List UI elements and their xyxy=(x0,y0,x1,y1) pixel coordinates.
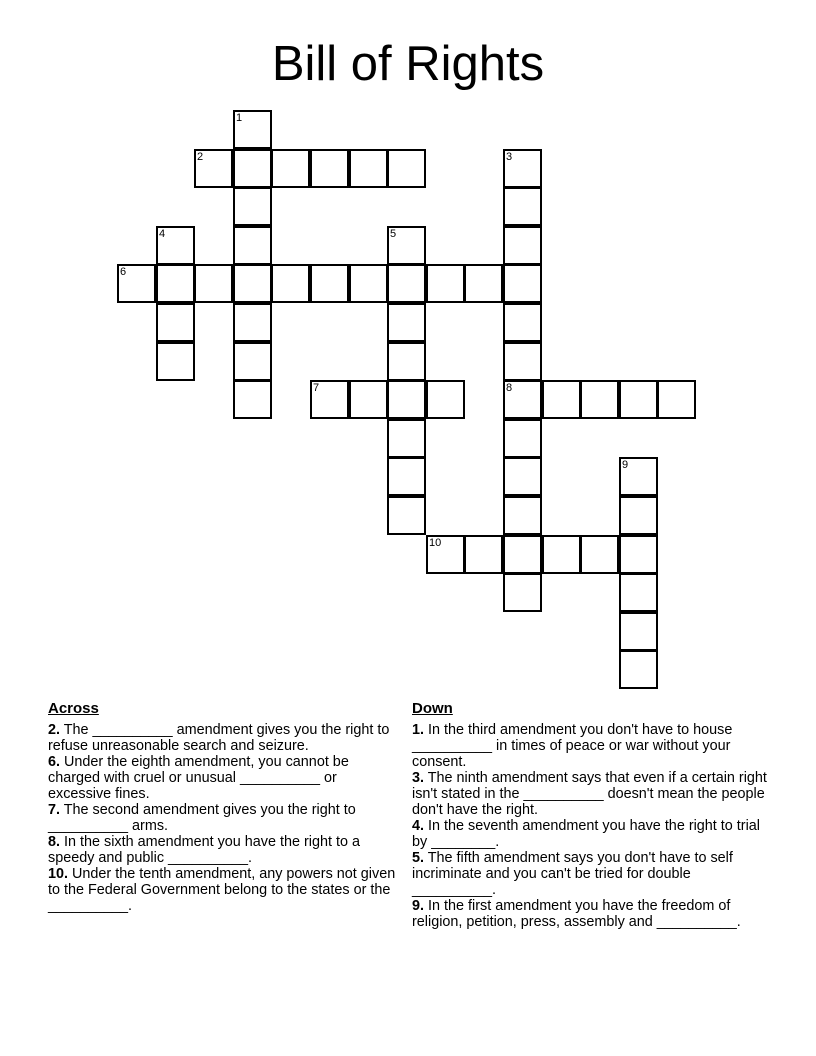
clue-number: 9. xyxy=(412,898,425,914)
clue-text: In the third amendment you don't have to house __________ in times of peace or war without your consent. xyxy=(412,722,733,770)
grid-cell[interactable] xyxy=(233,149,272,188)
clue-text: In the first amendment you have the freedom of religion, petition, press, assembly and __________. xyxy=(412,898,741,930)
grid-cell[interactable] xyxy=(156,342,195,381)
clue-number: 7. xyxy=(48,802,61,818)
grid-cell[interactable] xyxy=(464,264,503,303)
clue-text: The __________ amendment gives you the right to refuse unreasonable search and seizure. xyxy=(48,722,390,754)
grid-cell[interactable] xyxy=(194,264,233,303)
grid-cell[interactable] xyxy=(426,535,465,574)
grid-cell[interactable] xyxy=(542,380,581,419)
grid-cell[interactable] xyxy=(387,342,426,381)
grid-cell[interactable] xyxy=(233,303,272,342)
grid-cell[interactable] xyxy=(156,226,195,265)
grid-cell[interactable] xyxy=(233,380,272,419)
clue-number-label: 9 xyxy=(622,459,629,471)
grid-cell[interactable] xyxy=(464,535,503,574)
clue-text: In the sixth amendment you have the right to a speedy and public __________. xyxy=(48,834,360,866)
grid-cell[interactable] xyxy=(156,264,195,303)
grid-cell[interactable] xyxy=(503,303,542,342)
grid-cell[interactable] xyxy=(271,149,310,188)
clue-number-label: 3 xyxy=(506,151,513,163)
grid-cell[interactable] xyxy=(310,380,349,419)
across-clue xyxy=(48,802,400,834)
clue-number-label: 2 xyxy=(197,151,204,163)
grid-cell[interactable] xyxy=(503,457,542,496)
grid-cell[interactable] xyxy=(387,457,426,496)
grid-cell[interactable] xyxy=(619,535,658,574)
across-heading: Across xyxy=(48,700,99,717)
clue-number: 8. xyxy=(48,834,61,850)
down-clue xyxy=(412,722,772,770)
grid-cell[interactable] xyxy=(387,380,426,419)
grid-cell[interactable] xyxy=(233,342,272,381)
grid-cell[interactable] xyxy=(503,496,542,535)
grid-cell[interactable] xyxy=(310,149,349,188)
grid-cell[interactable] xyxy=(503,380,542,419)
grid-cell[interactable] xyxy=(503,419,542,458)
clue-text: The ninth amendment says that even if a certain right isn't stated in the __________ doesn't mean the people don't have the right. xyxy=(412,770,767,818)
grid-cell[interactable] xyxy=(619,650,658,689)
clue-text: The fifth amendment says you don't have to self incriminate and you can't be tried for double __________. xyxy=(412,850,733,898)
clue-text: Under the tenth amendment, any powers not given to the Federal Government belong to the states or the __________. xyxy=(48,866,396,914)
grid-cell[interactable] xyxy=(619,380,658,419)
grid-cell[interactable] xyxy=(503,264,542,303)
grid-cell[interactable] xyxy=(657,380,696,419)
grid-cell[interactable] xyxy=(580,535,619,574)
grid-cell[interactable] xyxy=(619,573,658,612)
grid-cell[interactable] xyxy=(387,149,426,188)
grid-cell[interactable] xyxy=(503,535,542,574)
clue-number-label: 10 xyxy=(429,537,442,549)
across-clue xyxy=(48,834,400,866)
grid-cell[interactable] xyxy=(387,264,426,303)
clue-number: 2. xyxy=(48,722,61,738)
grid-cell[interactable] xyxy=(387,419,426,458)
grid-cell[interactable] xyxy=(117,264,156,303)
grid-cell[interactable] xyxy=(194,149,233,188)
clue-number-label: 7 xyxy=(313,382,320,394)
grid-cell[interactable] xyxy=(503,226,542,265)
clue-number: 10. xyxy=(48,866,69,882)
across-clue xyxy=(48,866,400,914)
clue-text: Under the eighth amendment, you cannot be charged with cruel or unusual __________ or excessive fines. xyxy=(48,754,349,802)
clue-number-label: 6 xyxy=(120,266,127,278)
grid-cell[interactable] xyxy=(503,573,542,612)
clue-number: 1. xyxy=(412,722,425,738)
grid-cell[interactable] xyxy=(271,264,310,303)
clue-text: In the seventh amendment you have the right to trial by ________. xyxy=(412,818,760,850)
clue-number: 4. xyxy=(412,818,425,834)
grid-cell[interactable] xyxy=(387,226,426,265)
across-clue xyxy=(48,754,400,802)
down-clue xyxy=(412,850,772,898)
down-clue xyxy=(412,770,772,818)
grid-cell[interactable] xyxy=(233,110,272,149)
grid-cell[interactable] xyxy=(619,612,658,651)
down-heading: Down xyxy=(412,700,453,717)
grid-cell[interactable] xyxy=(503,187,542,226)
grid-cell[interactable] xyxy=(233,226,272,265)
clue-number: 6. xyxy=(48,754,61,770)
clue-number: 5. xyxy=(412,850,425,866)
clue-number-label: 4 xyxy=(159,228,166,240)
down-clue xyxy=(412,818,772,850)
grid-cell[interactable] xyxy=(349,380,388,419)
grid-cell[interactable] xyxy=(503,342,542,381)
grid-cell[interactable] xyxy=(426,264,465,303)
grid-cell[interactable] xyxy=(310,264,349,303)
grid-cell[interactable] xyxy=(156,303,195,342)
down-clues xyxy=(412,700,772,930)
grid-cell[interactable] xyxy=(387,496,426,535)
grid-cell[interactable] xyxy=(503,149,542,188)
grid-cell[interactable] xyxy=(542,535,581,574)
clue-text: The second amendment gives you the right to __________ arms. xyxy=(48,802,356,834)
across-clue xyxy=(48,722,400,754)
grid-cell[interactable] xyxy=(426,380,465,419)
grid-cell[interactable] xyxy=(619,457,658,496)
page-title: Bill of Rights xyxy=(271,37,545,91)
clue-number-label: 1 xyxy=(236,112,243,124)
clue-number-label: 8 xyxy=(506,382,513,394)
grid-cell[interactable] xyxy=(349,149,388,188)
clue-number: 3. xyxy=(412,770,425,786)
across-clues xyxy=(48,700,400,914)
clue-number-label: 5 xyxy=(390,228,397,240)
grid-cell[interactable] xyxy=(233,187,272,226)
grid-cell[interactable] xyxy=(349,264,388,303)
down-clue xyxy=(412,898,772,930)
grid-cell[interactable] xyxy=(387,303,426,342)
grid-cell[interactable] xyxy=(233,264,272,303)
grid-cell[interactable] xyxy=(580,380,619,419)
grid-cell[interactable] xyxy=(619,496,658,535)
